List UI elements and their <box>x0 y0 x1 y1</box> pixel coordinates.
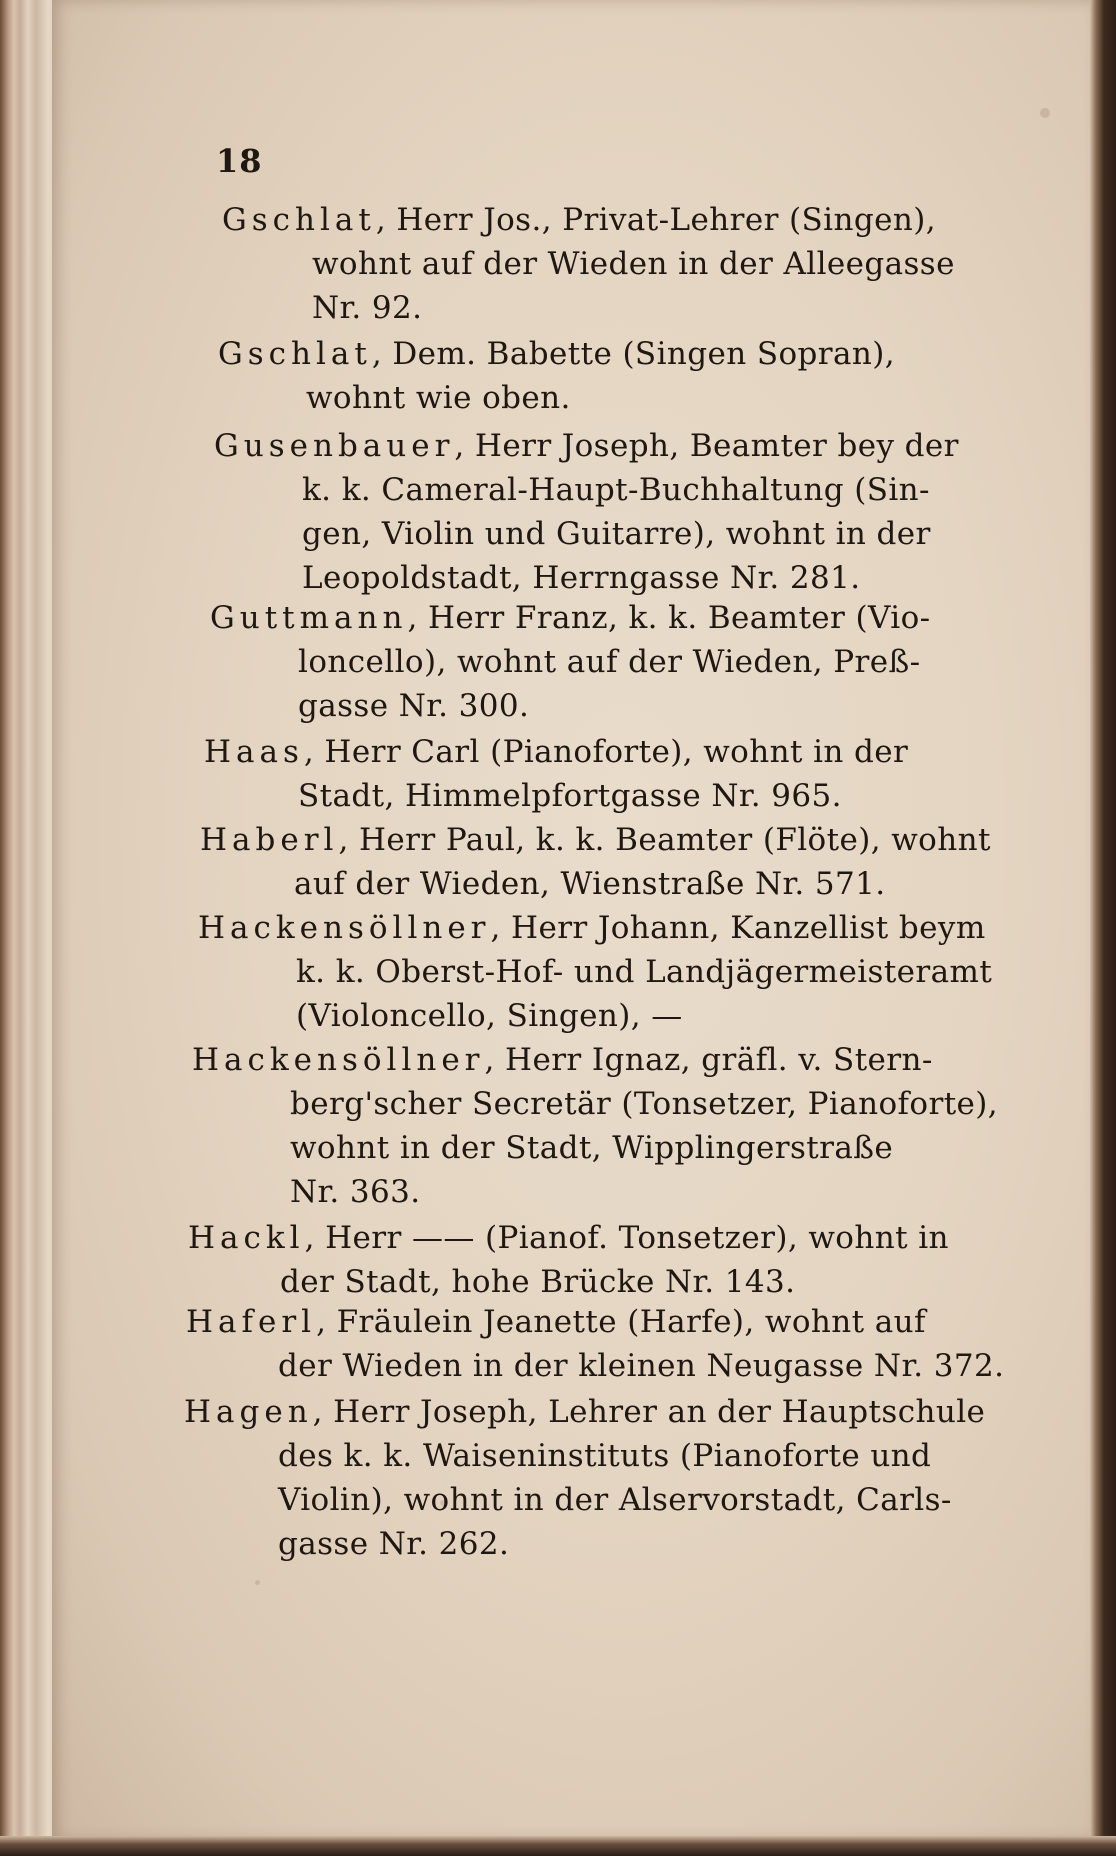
entry-line: Nr. 92. <box>312 290 423 326</box>
entry-line: , Herr Carl (Pianoforte), wohnt in der <box>303 734 909 770</box>
entry-line: , Herr Joseph, Beamter bey der <box>454 428 959 464</box>
entry-name: Hagen <box>184 1394 313 1430</box>
entry-name: Gschlat <box>222 202 376 238</box>
entry-line: (Violoncello, Singen), — <box>296 998 683 1034</box>
directory-entry <box>0 424 1116 600</box>
entry-name: Gusenbauer <box>214 428 455 464</box>
entry-name: Gschlat <box>218 336 372 372</box>
entry-line: , Herr Franz, k. k. Beamter (Vio- <box>407 600 931 636</box>
entry-line: k. k. Oberst-Hof- und Landjägermeisteramt <box>296 954 993 990</box>
directory-entry <box>0 1390 1116 1566</box>
directory-entry <box>0 1038 1116 1214</box>
entry-line: gen, Violin und Guitarre), wohnt in der <box>302 516 931 552</box>
entry-line: der Wieden in der kleinen Neugasse Nr. 372. <box>278 1348 1005 1384</box>
entry-line: auf der Wieden, Wienstraße Nr. 571. <box>294 866 886 902</box>
directory-entry <box>0 332 1116 420</box>
entry-line: der Stadt, hohe Brücke Nr. 143. <box>280 1264 796 1300</box>
entry-name: Haas <box>204 734 304 770</box>
directory-entry <box>0 596 1116 728</box>
entry-name: Hackensöllner <box>198 910 491 946</box>
page-number: 18 <box>216 142 263 180</box>
entry-line: wohnt wie oben. <box>306 380 571 416</box>
directory-entry <box>0 818 1116 906</box>
entry-line: des k. k. Waiseninstituts (Pianoforte und <box>278 1438 932 1474</box>
directory-entry <box>0 1216 1116 1304</box>
entry-name: Guttmann <box>210 600 408 636</box>
entry-line: , Herr Jos., Privat-Lehrer (Singen), <box>375 202 936 238</box>
entry-line: , Herr Johann, Kanzellist beym <box>490 910 986 946</box>
directory-entry <box>0 1300 1116 1388</box>
entry-line: , Herr —— (Pianof. Tonsetzer), wohnt in <box>304 1220 949 1256</box>
entry-line: berg'scher Secretär (Tonsetzer, Pianoforte), <box>290 1086 999 1122</box>
entry-name: Hackl <box>188 1220 305 1256</box>
entry-line: , Herr Paul, k. k. Beamter (Flöte), wohnt <box>338 822 991 858</box>
entry-line: Violin), wohnt in der Alservorstadt, Carls- <box>278 1482 952 1518</box>
entry-line: Stadt, Himmelpfortgasse Nr. 965. <box>298 778 842 814</box>
entry-line: Nr. 363. <box>290 1174 421 1210</box>
directory-entry <box>0 906 1116 1038</box>
entry-name: Haferl <box>186 1304 317 1340</box>
entry-line: gasse Nr. 300. <box>298 688 530 724</box>
entry-line: wohnt auf der Wieden in der Alleegasse <box>312 246 955 282</box>
entry-name: Haberl <box>200 822 339 858</box>
entry-line: , Herr Joseph, Lehrer an der Hauptschule <box>312 1394 986 1430</box>
directory-entry <box>0 730 1116 818</box>
entry-line: , Dem. Babette (Singen Sopran), <box>371 336 896 372</box>
entry-line: k. k. Cameral-Haupt-Buchhaltung (Sin- <box>302 472 930 508</box>
entry-line: Leopoldstadt, Herrngasse Nr. 281. <box>302 560 861 596</box>
entry-line: gasse Nr. 262. <box>278 1526 510 1562</box>
directory-entry <box>0 198 1116 330</box>
entry-line: , Herr Ignaz, gräfl. v. Stern- <box>484 1042 933 1078</box>
entry-line: loncello), wohnt auf der Wieden, Preß- <box>298 644 921 680</box>
entry-line: wohnt in der Stadt, Wipplingerstraße <box>290 1130 894 1166</box>
entry-line: , Fräulein Jeanette (Harfe), wohnt auf <box>316 1304 926 1340</box>
entry-name: Hackensöllner <box>192 1042 485 1078</box>
